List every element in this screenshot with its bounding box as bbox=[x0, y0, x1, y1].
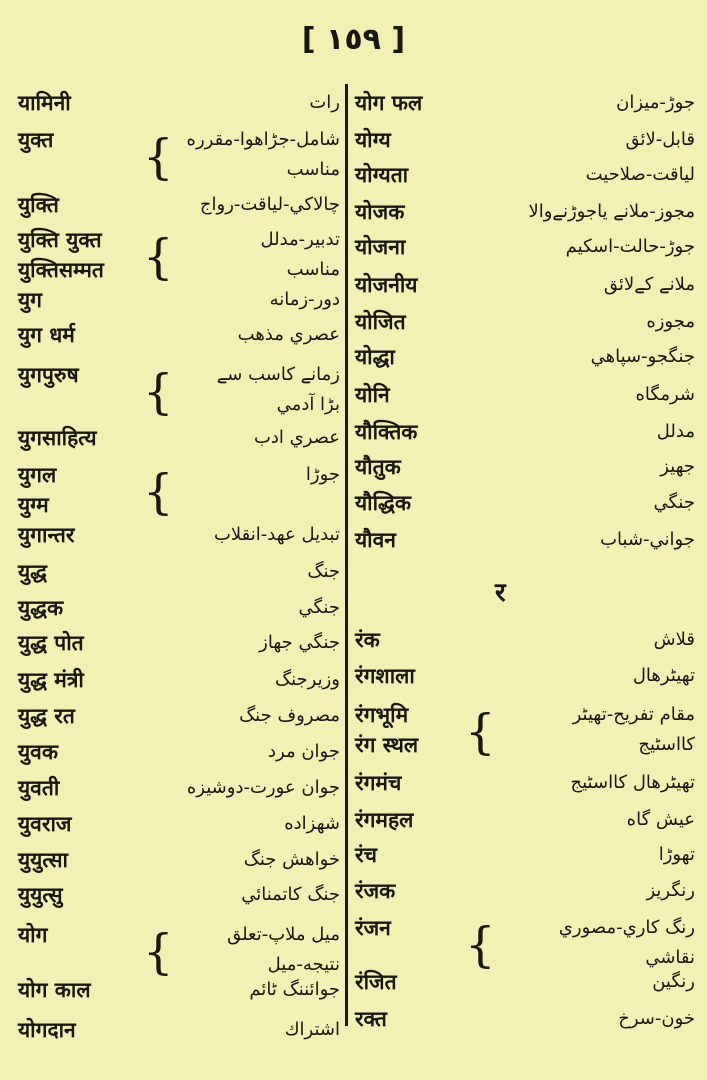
hindi-headword bbox=[355, 1004, 387, 1034]
urdu-meaning bbox=[244, 845, 340, 875]
urdu-meaning bbox=[241, 880, 340, 910]
urdu-meaning-line: بڑا آدمي bbox=[276, 394, 340, 415]
hindi-headword-line: रंगमंच bbox=[355, 771, 402, 795]
urdu-meaning bbox=[187, 773, 340, 803]
urdu-meaning bbox=[298, 593, 340, 623]
urdu-meaning bbox=[260, 225, 340, 285]
hindi-headword-line: युवती bbox=[18, 776, 60, 800]
urdu-meaning-line: دور-زمانه bbox=[269, 289, 340, 310]
hindi-headword-line: युद्ध bbox=[18, 560, 47, 584]
urdu-meaning-line: زمانے كاسب سے bbox=[216, 364, 340, 385]
urdu-meaning bbox=[625, 125, 695, 155]
hindi-headword-line: योजित bbox=[355, 310, 406, 334]
urdu-meaning-line: چالاكي-لياقت-رواج bbox=[199, 194, 340, 215]
urdu-meaning-line: مناسب bbox=[286, 159, 340, 180]
urdu-meaning-line: لياقت-صلاحيت bbox=[585, 164, 695, 185]
urdu-meaning-line: جنگ bbox=[307, 561, 340, 582]
hindi-headword bbox=[355, 768, 401, 798]
hindi-headword-line: योग फल bbox=[355, 91, 423, 115]
hindi-headword bbox=[18, 190, 59, 220]
urdu-meaning-line: مجوزه bbox=[646, 311, 695, 332]
hindi-headword-line: युक्ति युक्त bbox=[18, 228, 102, 252]
hindi-headword bbox=[355, 232, 405, 262]
hindi-headword bbox=[18, 460, 56, 520]
hindi-headword-line: युगान्तर bbox=[18, 523, 75, 547]
hindi-headword-line: युद्ध मंत्री bbox=[18, 668, 84, 692]
hindi-headword bbox=[18, 520, 74, 550]
urdu-meaning-line: رنگين bbox=[652, 971, 695, 992]
hindi-headword bbox=[355, 525, 396, 555]
hindi-headword-line: योजना bbox=[355, 235, 406, 259]
hindi-headword bbox=[355, 967, 397, 997]
hindi-headword-line: युग्म bbox=[18, 493, 49, 517]
hindi-headword bbox=[355, 661, 415, 691]
urdu-meaning-line: كااسٹيج bbox=[638, 734, 695, 755]
hindi-headword bbox=[355, 876, 395, 906]
urdu-meaning-line: رنگ كاري-مصوري bbox=[558, 917, 695, 938]
urdu-meaning bbox=[616, 88, 695, 118]
urdu-meaning bbox=[217, 360, 340, 420]
hindi-headword bbox=[18, 593, 63, 623]
hindi-headword-line: युग bbox=[18, 288, 43, 312]
urdu-meaning-line: تهيٹرهال كااسٹيج bbox=[570, 772, 695, 793]
hindi-headword-line: योद्धा bbox=[355, 345, 395, 369]
hindi-headword bbox=[18, 320, 75, 350]
urdu-meaning-line: جوڑ-ميزان bbox=[616, 92, 695, 113]
grouping-brace: { bbox=[143, 464, 174, 520]
urdu-meaning bbox=[573, 700, 695, 760]
hindi-headword bbox=[18, 845, 68, 875]
hindi-headword bbox=[355, 452, 401, 482]
hindi-headword bbox=[355, 125, 391, 155]
urdu-meaning-line: جنگي bbox=[653, 492, 695, 513]
urdu-meaning bbox=[200, 190, 340, 220]
hindi-headword bbox=[355, 805, 413, 835]
hindi-headword bbox=[355, 270, 417, 300]
hindi-headword bbox=[18, 920, 47, 950]
hindi-headword-line: युगसाहित्य bbox=[18, 426, 97, 450]
hindi-headword-line: युवराज bbox=[18, 812, 72, 836]
hindi-headword-line: युक्त bbox=[18, 128, 54, 152]
hindi-headword bbox=[18, 701, 75, 731]
urdu-meaning-line: نتيجه-ميل bbox=[267, 954, 340, 975]
hindi-headword bbox=[18, 665, 84, 695]
hindi-headword bbox=[18, 809, 71, 839]
urdu-meaning-line: وزيرجنگ bbox=[275, 669, 340, 690]
hindi-headword bbox=[18, 1015, 76, 1045]
urdu-meaning-line: نقاشي bbox=[645, 947, 695, 968]
urdu-meaning-line: جوان مرد bbox=[268, 741, 340, 762]
urdu-meaning-line: عيش گاه bbox=[626, 809, 695, 830]
hindi-headword-line: रंजन bbox=[355, 916, 391, 940]
urdu-meaning-line: جنگجو-سپاهي bbox=[590, 346, 695, 367]
hindi-headword bbox=[18, 557, 47, 587]
urdu-meaning bbox=[275, 665, 340, 695]
hindi-headword-line: रंगशाला bbox=[355, 664, 415, 688]
hindi-headword bbox=[18, 360, 79, 390]
hindi-headword-line: रंक bbox=[355, 628, 380, 652]
urdu-meaning-line: خواهش جنگ bbox=[243, 849, 340, 870]
hindi-headword bbox=[355, 840, 377, 870]
urdu-meaning-line: شرمگاه bbox=[635, 384, 695, 405]
hindi-headword-line: यौवन bbox=[355, 528, 396, 552]
urdu-meaning-line: مناسب bbox=[286, 259, 340, 280]
grouping-brace: { bbox=[143, 924, 174, 980]
urdu-meaning bbox=[285, 1015, 340, 1045]
urdu-meaning-line: جهيز bbox=[660, 456, 695, 477]
urdu-meaning-line: رات bbox=[309, 92, 340, 113]
hindi-headword bbox=[18, 773, 59, 803]
hindi-headword-line: युद्ध पोत bbox=[18, 631, 84, 655]
urdu-meaning-line: اشتراك bbox=[284, 1019, 340, 1040]
urdu-meaning bbox=[559, 913, 695, 973]
urdu-meaning-line: جوڑا bbox=[305, 464, 340, 485]
hindi-headword-line: युद्ध रत bbox=[18, 704, 75, 728]
hindi-headword-line: रंगभूमि bbox=[355, 703, 409, 727]
hindi-headword-line: रंगमहल bbox=[355, 808, 414, 832]
urdu-meaning-line: ملانے كےلائق bbox=[603, 274, 695, 295]
urdu-meaning-line: عصري مذهب bbox=[237, 324, 340, 345]
hindi-headword-line: युग धर्म bbox=[18, 323, 75, 347]
hindi-headword-line: युगपुरुष bbox=[18, 363, 79, 387]
urdu-meaning-line: شهزاده bbox=[284, 813, 340, 834]
hindi-headword-line: योनि bbox=[355, 383, 390, 407]
hindi-headword bbox=[18, 225, 104, 285]
urdu-meaning-line: تدبير-مدلل bbox=[260, 229, 340, 250]
urdu-meaning bbox=[268, 737, 340, 767]
urdu-meaning-line: مصروف جنگ bbox=[239, 705, 340, 726]
hindi-headword bbox=[355, 380, 390, 410]
hindi-headword-line: युयुत्सु bbox=[18, 883, 63, 907]
hindi-headword bbox=[18, 880, 63, 910]
urdu-meaning-line: خون-سرخ bbox=[618, 1008, 695, 1029]
urdu-meaning bbox=[270, 285, 340, 315]
urdu-meaning-line: مدلل bbox=[656, 421, 695, 442]
urdu-meaning-line: قابل-لائق bbox=[625, 129, 695, 150]
urdu-meaning-line: ميل ملاپ-تعلق bbox=[227, 924, 340, 945]
urdu-meaning-line: مقام تفريح-تهيٹر bbox=[572, 704, 695, 725]
hindi-headword bbox=[355, 307, 406, 337]
urdu-meaning-line: عصري ادب bbox=[253, 427, 340, 448]
urdu-meaning bbox=[309, 88, 340, 118]
urdu-meaning bbox=[627, 805, 695, 835]
hindi-headword-line: योगदान bbox=[18, 1018, 76, 1042]
urdu-meaning bbox=[284, 809, 340, 839]
urdu-meaning bbox=[633, 661, 695, 691]
hindi-headword-line: रंच bbox=[355, 843, 377, 867]
grouping-brace: { bbox=[143, 229, 174, 285]
urdu-meaning bbox=[653, 488, 695, 518]
hindi-headword-line: यौद्धिक bbox=[355, 491, 411, 515]
hindi-headword-line: यौतुक bbox=[355, 455, 401, 479]
urdu-meaning bbox=[571, 768, 696, 798]
urdu-meaning bbox=[604, 270, 695, 300]
hindi-headword-line: युयुत्सा bbox=[18, 848, 69, 872]
hindi-headword bbox=[355, 488, 411, 518]
urdu-meaning bbox=[635, 380, 695, 410]
hindi-headword-line: योग काल bbox=[18, 978, 91, 1002]
urdu-meaning bbox=[306, 460, 340, 490]
column-divider bbox=[345, 84, 348, 1026]
hindi-headword bbox=[18, 125, 53, 155]
urdu-meaning bbox=[227, 920, 340, 980]
hindi-headword-line: यौक्तिक bbox=[355, 420, 418, 444]
hindi-headword-line: योजनीय bbox=[355, 273, 418, 297]
urdu-meaning bbox=[307, 557, 340, 587]
urdu-meaning-line: جوان عورت-دوشيزه bbox=[186, 777, 340, 798]
urdu-meaning-line: جنگ كاتمنائي bbox=[241, 884, 340, 905]
hindi-headword bbox=[355, 342, 395, 372]
urdu-meaning-line: شامل-جڑاهوا-مقرره bbox=[186, 129, 340, 150]
hindi-headword-line: युवक bbox=[18, 740, 58, 764]
hindi-headword-line: युद्धक bbox=[18, 596, 64, 620]
hindi-headword bbox=[355, 913, 391, 943]
grouping-brace: { bbox=[143, 129, 174, 185]
hindi-headword-line: रक्त bbox=[355, 1007, 387, 1031]
hindi-headword bbox=[18, 737, 58, 767]
page-number: [ ١٥٩ ] bbox=[301, 22, 406, 57]
urdu-meaning-line: جوڑ-حالت-اسكيم bbox=[565, 236, 695, 257]
hindi-headword-line: रंजित bbox=[355, 970, 397, 994]
urdu-meaning-line: جوائننگ ٹائم bbox=[249, 979, 340, 1000]
hindi-headword bbox=[18, 628, 84, 658]
urdu-meaning bbox=[238, 320, 340, 350]
urdu-meaning bbox=[646, 307, 695, 337]
urdu-meaning bbox=[646, 876, 695, 906]
hindi-headword-line: योग्य bbox=[355, 128, 391, 152]
grouping-brace: { bbox=[465, 704, 496, 760]
grouping-brace: { bbox=[143, 364, 174, 420]
section-letter: र bbox=[495, 578, 506, 608]
urdu-meaning bbox=[618, 1004, 695, 1034]
hindi-headword bbox=[18, 88, 71, 118]
grouping-brace: { bbox=[465, 917, 496, 973]
urdu-meaning bbox=[249, 975, 340, 1005]
urdu-meaning bbox=[566, 232, 695, 262]
hindi-headword bbox=[18, 423, 97, 453]
hindi-headword bbox=[355, 197, 404, 227]
hindi-headword bbox=[355, 417, 417, 447]
urdu-meaning-line: تهوڑا bbox=[658, 844, 695, 865]
hindi-headword-line: युक्तिसम्मत bbox=[18, 258, 104, 282]
urdu-meaning-line: جنگي bbox=[298, 597, 340, 618]
urdu-meaning bbox=[660, 452, 695, 482]
urdu-meaning-line: قلاش bbox=[653, 629, 695, 650]
urdu-meaning bbox=[659, 840, 695, 870]
urdu-meaning bbox=[259, 628, 340, 658]
urdu-meaning bbox=[254, 423, 340, 453]
urdu-meaning-line: تبديل عهد-انقلاب bbox=[213, 524, 340, 545]
urdu-meaning bbox=[586, 160, 695, 190]
hindi-headword bbox=[355, 160, 408, 190]
hindi-headword bbox=[355, 700, 418, 760]
urdu-meaning bbox=[600, 525, 695, 555]
hindi-headword-line: योजक bbox=[355, 200, 405, 224]
hindi-headword bbox=[355, 88, 422, 118]
hindi-headword-line: युगल bbox=[18, 463, 57, 487]
urdu-meaning-line: جواني-شباب bbox=[600, 529, 695, 550]
urdu-meaning bbox=[591, 342, 695, 372]
urdu-meaning bbox=[214, 520, 340, 550]
hindi-headword bbox=[18, 975, 91, 1005]
hindi-headword bbox=[355, 625, 380, 655]
hindi-headword-line: रंजक bbox=[355, 879, 396, 903]
hindi-headword bbox=[18, 285, 42, 315]
urdu-meaning-line: مجوز-ملانے ياجوڑنےوالا bbox=[528, 201, 695, 222]
urdu-meaning-line: جنگي جهاز bbox=[259, 632, 340, 653]
urdu-meaning-line: تهيٹرهال bbox=[632, 665, 695, 686]
urdu-meaning bbox=[657, 417, 695, 447]
urdu-meaning-line: رنگريز bbox=[646, 880, 695, 901]
hindi-headword-line: रंग स्थल bbox=[355, 733, 419, 757]
hindi-headword-line: योग्यता bbox=[355, 163, 409, 187]
hindi-headword-line: योग bbox=[18, 923, 48, 947]
hindi-headword-line: युक्ति bbox=[18, 193, 59, 217]
urdu-meaning bbox=[654, 625, 695, 655]
urdu-meaning bbox=[528, 197, 695, 227]
hindi-headword-line: यामिनी bbox=[18, 91, 71, 115]
urdu-meaning bbox=[187, 125, 340, 185]
urdu-meaning bbox=[652, 967, 695, 997]
urdu-meaning bbox=[239, 701, 340, 731]
